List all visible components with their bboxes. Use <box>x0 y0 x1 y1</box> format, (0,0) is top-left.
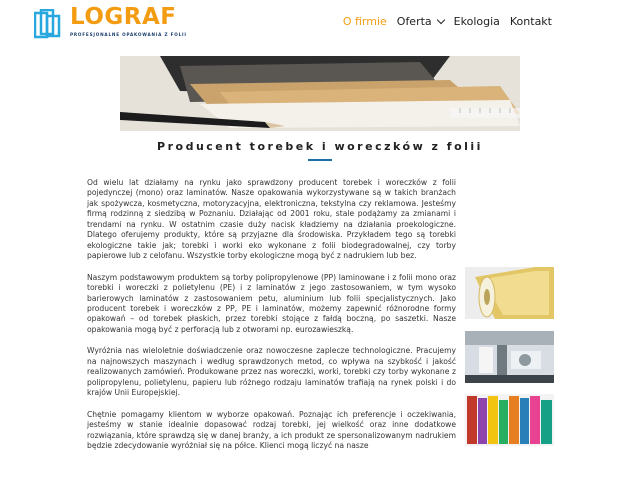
logo-wordmark: LOGRAF <box>70 4 177 30</box>
nav-item-oferta[interactable] <box>397 15 444 28</box>
hero-illustration <box>120 56 520 131</box>
foil-roll-image <box>465 267 554 319</box>
main-nav <box>333 15 552 28</box>
logo-mark-icon <box>34 9 64 39</box>
page-title: Producent torebek i woreczków z folii <box>157 140 483 153</box>
nav-item-ekologia[interactable]: Ekologia <box>453 15 500 28</box>
site-header <box>0 0 640 50</box>
production-machine-image <box>465 331 554 383</box>
logo-tagline: PROFESJONALNE OPAKOWANIA Z FOLII <box>70 32 187 37</box>
foil-roll-illustration <box>465 267 554 319</box>
machine-illustration <box>465 331 554 383</box>
nav-item-oferta-label: Oferta <box>396 15 432 28</box>
paragraph-clients: Chętnie pomagamy klientom w wyborze opakowań. Poznając ich preferencje i oczekiwania, jesteśmy w stanie idealnie dopasować rodzaj torebki, jej wielkość oraz inne dodatkowe rozwiązania, które sprawdzą się w danej branży, a ich produkt ze spersonalizowanym nadrukiem będzie zdecydowanie wyróżniał się na półce. Klienci mogą liczyć na nasze <box>87 409 456 450</box>
paragraph-products: Naszym podstawowym produktem są torby polipropylenowe (PP) laminowane i z folii mono oraz torebki i woreczki z polietylenu (PE) i z laminatów z jego zastosowaniem, w tym wysoko barierowych laminatów z zastosowaniem petu, aluminium lub folii specjalistycznych. Jako producent torebek i woreczków z PP, PE i laminatów, możemy zapewnić różnorodne formy opakowań – od torebek płaskich, przez torebki stojące z fałdą boczną, po saszetki. Nasze opakowania mogą być z perforacją lub z otworami np. eurozawieszką. <box>87 272 456 334</box>
chevron-down-icon <box>436 16 444 24</box>
paragraph-technology: Wyróżnia nas wieloletnie doświadczenie oraz nowoczesne zaplecze technologiczne. Pracujemy na najnowszych maszynach i według sprawdzonych metod, co wpływa na szybkość i jakość realizowanych zamówień. Produkowane przez nas woreczki, worki, torebki czy torby wykonane z polipropylenu, polietylenu, papieru lub różnego rodzaju laminatów trafiają na rynek polski i do krajów Unii Europejskiej. <box>87 346 456 398</box>
nav-item-o-firmie[interactable]: O firmie <box>342 15 387 28</box>
nav-item-kontakt[interactable]: Kontakt <box>509 15 552 28</box>
bags-illustration <box>465 394 554 446</box>
colorful-bags-image <box>465 394 554 446</box>
title-divider <box>308 159 332 161</box>
main-content <box>87 178 456 462</box>
logo[interactable] <box>34 4 187 41</box>
hero-image <box>120 56 520 131</box>
paragraph-intro: Od wielu lat działamy na rynku jako sprawdzony producent torebek i woreczków z folii pojedynczej (mono) oraz laminatów. Nasze opakowania wykorzystywane są w takich branżach jak spożywcza, kosmetyczna, motoryzacyjna, elektroniczna, tekstylna czy reklamowa. Jesteśmy firmą rodzinną z siedzibą w Poznaniu. Działając od 2001 roku, stale podążamy za zmianami i trendami na rynku. W ostatnim czasie duży nacisk kładziemy na działania proekologiczne. Dlatego oferujemy produkty, które są przyjazne dla środowiska. Przykładem tego są torebki ekologiczne takie jak; torebki i worki eko wykonane z folii biodegradowalnej, czy torby papierowe lub z celofanu. Wszystkie torby ekologiczne mogą być z nadrukiem lub bez. <box>87 178 456 261</box>
